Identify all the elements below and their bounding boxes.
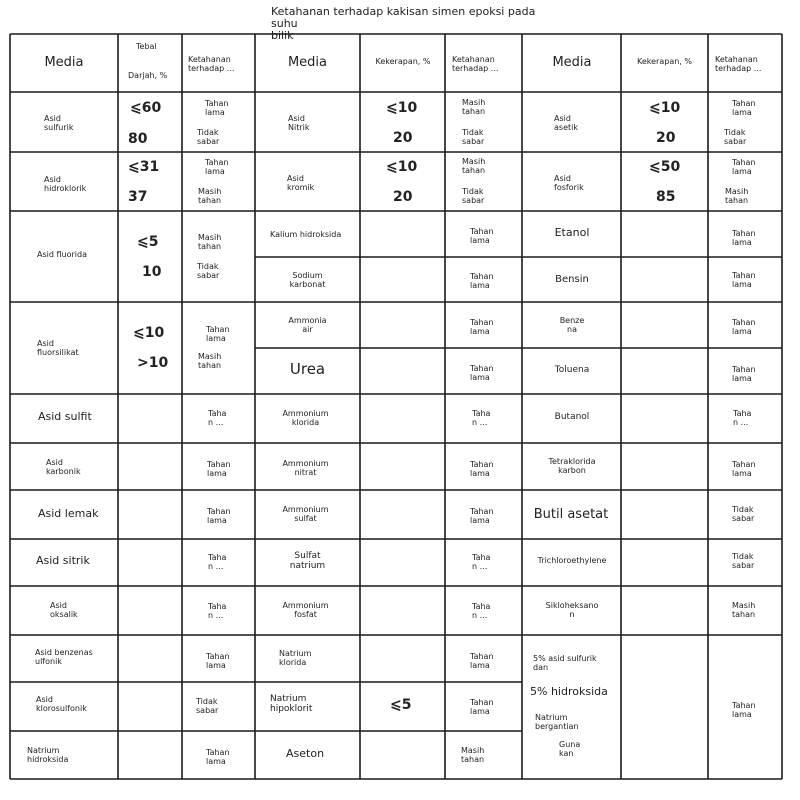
col1-media: Asid fluorsilikat <box>37 339 79 357</box>
col2-media: Sodium karbonat <box>289 271 326 289</box>
col3-media: 5% hidroksida <box>530 685 608 698</box>
col3-ketahanan: Tahan lama <box>732 158 756 176</box>
col3-media: Etanol <box>554 226 590 239</box>
col3-ketahanan: Tidak sabar <box>732 552 755 570</box>
col3-ketahanan: Tahan lama <box>732 365 756 383</box>
col3-ketahanan: Tahan lama <box>732 701 756 719</box>
col1-darjah: ⩽10 <box>133 325 165 341</box>
col3-ketahanan: Tahan lama <box>732 99 756 117</box>
col1-ketahanan: Masih tahan <box>198 187 222 205</box>
col1-media: Asid karbonik <box>46 458 81 476</box>
col3-ketahanan: Taha n ... <box>733 409 752 427</box>
col3-ketahanan: Tahan lama <box>732 460 756 478</box>
col2-media: Ammonium nitrat <box>282 459 329 477</box>
col3-media: Butil asetat <box>533 507 609 522</box>
col2-ketahanan: Masih tahan <box>462 98 486 116</box>
col2-media: Ammonium fosfat <box>282 601 329 619</box>
col2-media: Aseton <box>286 747 325 760</box>
col3-media: Asid fosforik <box>554 174 584 192</box>
col1-darjah: 10 <box>142 264 162 280</box>
col2-media: Sulfat natrium <box>289 551 326 571</box>
header-ketahanan-1: Ketahanan terhadap ... <box>188 55 235 73</box>
col1-ketahanan: Masih tahan <box>198 233 222 251</box>
col3-media: Sikloheksano n <box>545 601 599 619</box>
col2-media: Ammonium klorida <box>282 409 329 427</box>
col2-ketahanan: Tidak sabar <box>462 187 485 205</box>
col3-ketahanan: Tidak sabar <box>724 128 747 146</box>
col1-media: Asid benzenas ulfonik <box>35 648 93 666</box>
col2-kekerapan: 20 <box>393 130 413 146</box>
col3-media: Toluena <box>554 365 590 375</box>
col1-ketahanan: Tidak sabar <box>196 697 219 715</box>
header-ketahanan-2: Ketahanan terhadap ... <box>452 55 499 73</box>
col1-darjah: >10 <box>137 355 169 371</box>
col1-ketahanan: Tahan lama <box>206 748 230 766</box>
col1-media: Asid sulfurik <box>44 114 74 132</box>
col3-ketahanan: Tahan lama <box>732 271 756 289</box>
col3-kekerapan: ⩽10 <box>649 100 681 116</box>
col3-media: Bensin <box>555 274 589 285</box>
col3-media: Tetraklorida karbon <box>548 457 596 475</box>
col2-media: Natrium klorida <box>279 649 312 667</box>
col1-ketahanan: Tahan lama <box>206 652 230 670</box>
col1-media: Asid sitrik <box>36 554 90 567</box>
page-title: Ketahanan terhadap kakisan simen epoksi pada suhu bilik <box>271 5 536 42</box>
col2-media: Ammonium sulfat <box>282 505 329 523</box>
col2-ketahanan: Tahan lama <box>470 227 494 245</box>
col3-ketahanan: Tahan lama <box>732 229 756 247</box>
col2-kekerapan: ⩽5 <box>390 697 412 713</box>
col3-ketahanan: Masih tahan <box>732 601 756 619</box>
col1-media: Natrium hidroksida <box>27 746 69 764</box>
col2-ketahanan: Tidak sabar <box>462 128 485 146</box>
col3-kekerapan: ⩽50 <box>649 159 681 175</box>
col1-ketahanan: Masih tahan <box>198 352 222 370</box>
col2-media: Urea <box>289 360 326 378</box>
header-kekerapan-2: Kekerapan, % <box>375 57 431 66</box>
col1-darjah: 80 <box>128 131 148 147</box>
col1-media: Asid hidroklorik <box>44 175 87 193</box>
col3-media: Guna kan <box>559 740 581 758</box>
col1-media: Asid oksalik <box>50 601 78 619</box>
col2-ketahanan: Tahan lama <box>470 698 494 716</box>
col1-media: Asid sulfit <box>38 410 92 423</box>
col2-ketahanan: Masih tahan <box>462 157 486 175</box>
col1-media: Asid lemak <box>38 507 99 520</box>
col1-ketahanan: Tahan lama <box>205 99 229 117</box>
col2-ketahanan: Tahan lama <box>470 460 494 478</box>
col1-darjah: ⩽31 <box>128 159 160 175</box>
col2-ketahanan: Tahan lama <box>470 507 494 525</box>
col3-media: Trichloroethylene <box>537 556 607 565</box>
col3-media: 5% asid sulfurik dan <box>533 654 597 672</box>
col1-ketahanan: Taha n ... <box>208 553 227 571</box>
col2-ketahanan: Taha n ... <box>472 602 491 620</box>
col3-media: Asid asetik <box>554 114 578 132</box>
col1-ketahanan: Tahan lama <box>206 325 230 343</box>
col2-kekerapan: ⩽10 <box>386 100 418 116</box>
header-tebal: Tebal <box>136 42 157 51</box>
col3-ketahanan: Tahan lama <box>732 318 756 336</box>
col1-ketahanan: Taha n ... <box>208 409 227 427</box>
col1-darjah: ⩽60 <box>130 100 162 116</box>
col1-ketahanan: Taha n ... <box>208 602 227 620</box>
col1-media: Asid fluorida <box>37 250 87 259</box>
col1-media: Asid klorosulfonik <box>36 695 87 713</box>
col2-media: Kalium hidroksida <box>270 230 342 239</box>
col3-kekerapan: 85 <box>656 189 676 205</box>
header-darjah: Darjah, % <box>128 71 168 80</box>
col2-ketahanan: Taha n ... <box>472 553 491 571</box>
col1-ketahanan: Tahan lama <box>207 460 231 478</box>
col1-darjah: 37 <box>128 189 148 205</box>
col2-media: Asid kromik <box>287 174 315 192</box>
col2-ketahanan: Tahan lama <box>470 364 494 382</box>
col3-ketahanan: Masih tahan <box>725 187 749 205</box>
col1-ketahanan: Tidak sabar <box>197 262 220 280</box>
col1-ketahanan: Tidak sabar <box>197 128 220 146</box>
col2-ketahanan: Masih tahan <box>461 746 485 764</box>
col3-media: Benze na <box>559 316 585 334</box>
header-kekerapan-3: Kekerapan, % <box>637 57 692 66</box>
col2-media: Ammonia air <box>288 316 327 334</box>
header-ketahanan-3: Ketahanan terhadap ... <box>715 55 762 73</box>
col3-media: Butanol <box>554 412 590 422</box>
col2-ketahanan: Taha n ... <box>472 409 491 427</box>
col2-ketahanan: Tahan lama <box>470 652 494 670</box>
col2-ketahanan: Tahan lama <box>470 272 494 290</box>
col3-kekerapan: 20 <box>656 130 676 146</box>
col2-ketahanan: Tahan lama <box>470 318 494 336</box>
header-media-1: Media <box>44 55 84 70</box>
col3-media: Natrium bergantian <box>535 713 579 731</box>
col2-kekerapan: ⩽10 <box>386 159 418 175</box>
col2-media: Natrium hipoklorit <box>270 694 313 714</box>
col1-ketahanan: Tahan lama <box>205 158 229 176</box>
col3-ketahanan: Tidak sabar <box>732 505 755 523</box>
header-media-2: Media <box>287 55 328 70</box>
col2-kekerapan: 20 <box>393 189 413 205</box>
header-media-3: Media <box>552 55 592 70</box>
col1-darjah: ⩽5 <box>137 234 159 250</box>
col2-media: Asid Nitrik <box>288 114 310 132</box>
col1-ketahanan: Tahan lama <box>207 507 231 525</box>
